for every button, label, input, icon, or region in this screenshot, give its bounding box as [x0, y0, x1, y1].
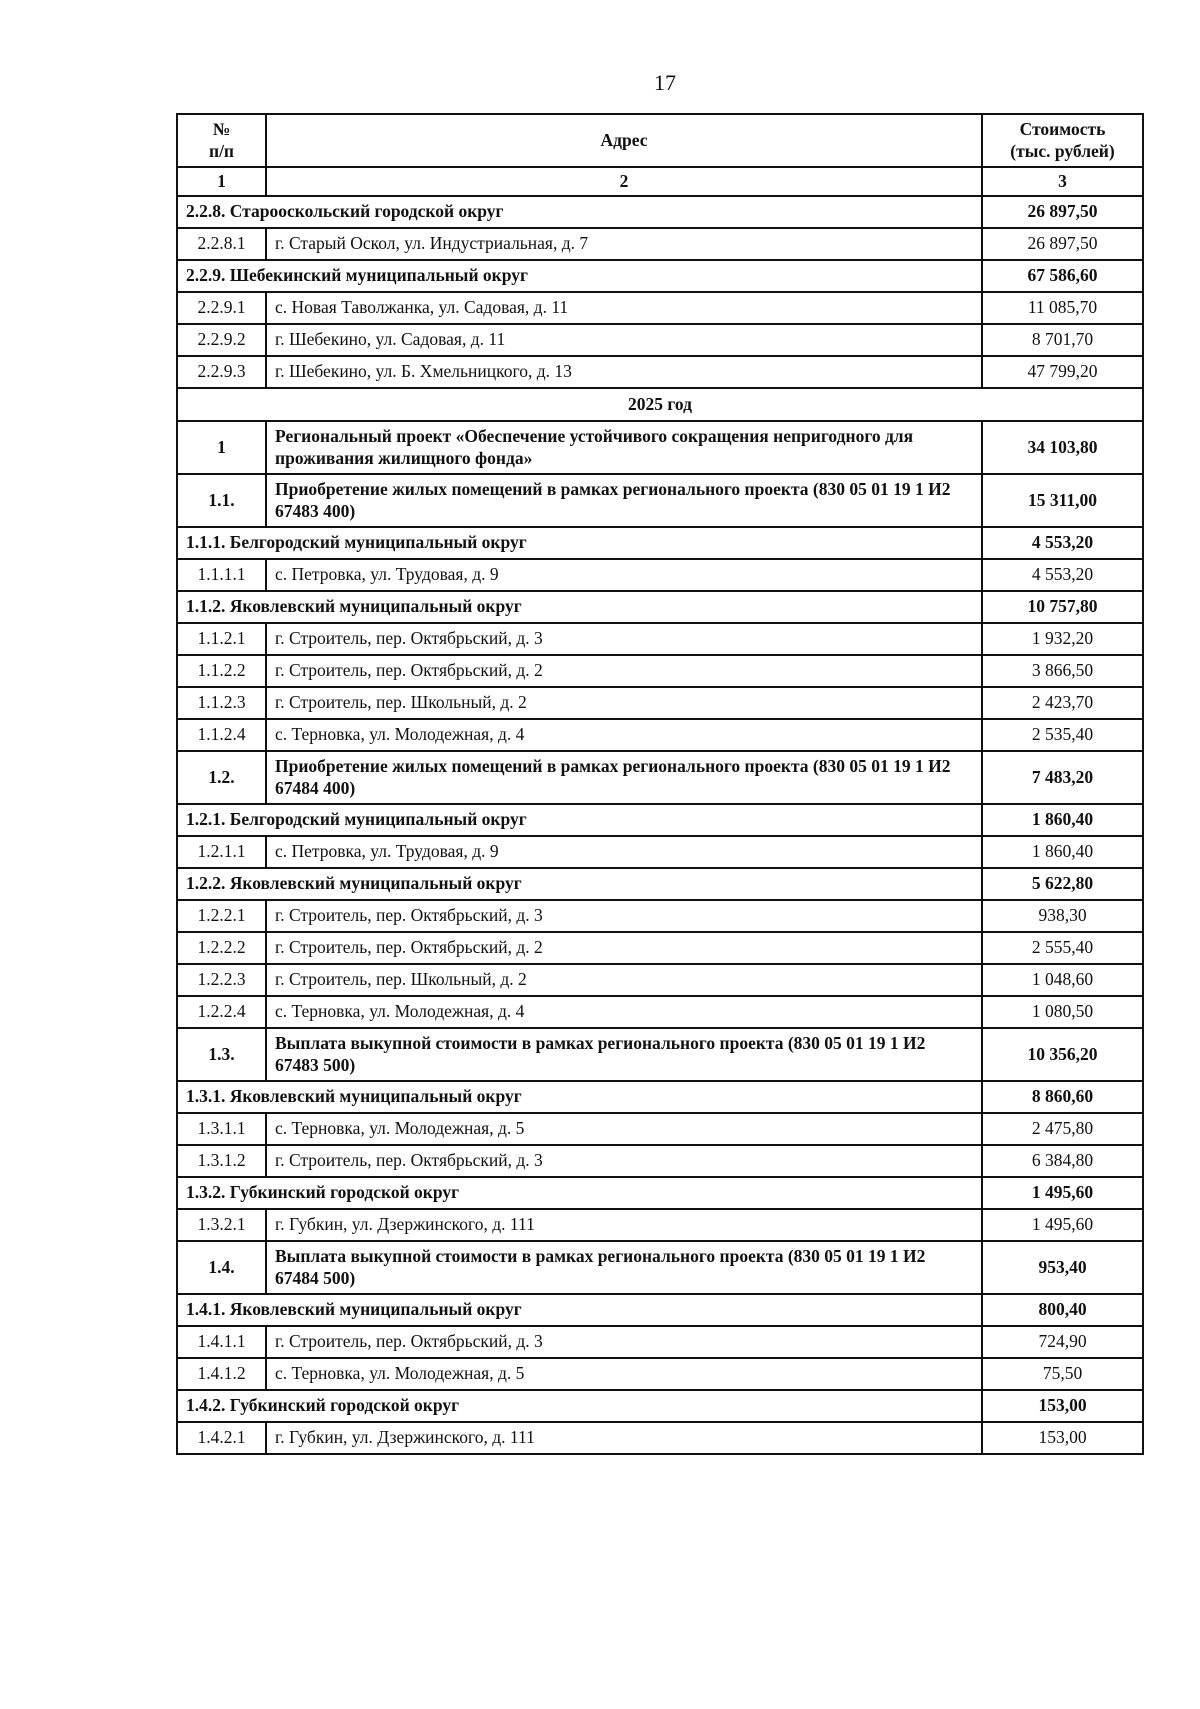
- row-number: 1.4.: [177, 1241, 266, 1294]
- table-body: [177, 196, 1143, 1454]
- row-number: 1.3.1.1: [177, 1113, 266, 1145]
- row-address: с. Терновка, ул. Молодежная, д. 5: [266, 1113, 982, 1145]
- group-title: 1.3.1. Яковлевский муниципальный округ: [177, 1081, 982, 1113]
- row-address: г. Губкин, ул. Дзержинского, д. 111: [266, 1209, 982, 1241]
- row-cost: 6 384,80: [982, 1145, 1143, 1177]
- row-cost: 1 048,60: [982, 964, 1143, 996]
- table-row: [177, 1422, 1143, 1454]
- row-address: г. Строитель, пер. Школьный, д. 2: [266, 687, 982, 719]
- row-number: 2.2.9.2: [177, 324, 266, 356]
- group-cost: 8 860,60: [982, 1081, 1143, 1113]
- row-cost: 1 932,20: [982, 623, 1143, 655]
- column-number: 2: [266, 167, 982, 196]
- row-number: 1.4.2.1: [177, 1422, 266, 1454]
- group-cost: 800,40: [982, 1294, 1143, 1326]
- group-cost: 67 586,60: [982, 260, 1143, 292]
- column-number: 1: [177, 167, 266, 196]
- table-row: [177, 964, 1143, 996]
- row-number: 1.3.2.1: [177, 1209, 266, 1241]
- table-row: [177, 324, 1143, 356]
- row-address: г. Губкин, ул. Дзержинского, д. 111: [266, 1422, 982, 1454]
- group-cost: 26 897,50: [982, 196, 1143, 228]
- table-row: [177, 623, 1143, 655]
- header-cost: Стоимость (тыс. рублей): [982, 114, 1143, 167]
- row-cost: 75,50: [982, 1358, 1143, 1390]
- row-cost: 2 555,40: [982, 932, 1143, 964]
- row-number: 1.1.: [177, 474, 266, 527]
- row-address: Региональный проект «Обеспечение устойчивого сокращения непригодного для проживания жилищного фонда»: [266, 421, 982, 474]
- row-address: г. Строитель, пер. Школьный, д. 2: [266, 964, 982, 996]
- page-number: 17: [654, 70, 676, 95]
- table-row: [177, 1326, 1143, 1358]
- row-address: с. Новая Таволжанка, ул. Садовая, д. 11: [266, 292, 982, 324]
- row-number: 2.2.9.1: [177, 292, 266, 324]
- header-num: № п/п: [177, 114, 266, 167]
- table-header-row: [177, 114, 1143, 167]
- table-row: [177, 687, 1143, 719]
- header-address: Адрес: [266, 114, 982, 167]
- group-title: 1.2.1. Белгородский муниципальный округ: [177, 804, 982, 836]
- table-row: [177, 932, 1143, 964]
- row-cost: 2 423,70: [982, 687, 1143, 719]
- column-number-row: [177, 167, 1143, 196]
- table-row-section: [177, 474, 1143, 527]
- row-number: 1.2.2.1: [177, 900, 266, 932]
- row-number: 1.3.: [177, 1028, 266, 1081]
- row-cost: 47 799,20: [982, 356, 1143, 388]
- row-number: 1.1.2.3: [177, 687, 266, 719]
- group-cost: 1 495,60: [982, 1177, 1143, 1209]
- group-cost: 10 757,80: [982, 591, 1143, 623]
- table-row: [177, 900, 1143, 932]
- group-cost: 153,00: [982, 1390, 1143, 1422]
- row-number: 1.2.2.3: [177, 964, 266, 996]
- group-title: 1.3.2. Губкинский городской округ: [177, 1177, 982, 1209]
- row-address: г. Строитель, пер. Октябрьский, д. 3: [266, 1326, 982, 1358]
- table-row-group: [177, 868, 1143, 900]
- row-address: г. Старый Оскол, ул. Индустриальная, д. 7: [266, 228, 982, 260]
- row-address: г. Шебекино, ул. Садовая, д. 11: [266, 324, 982, 356]
- table-row-group: [177, 1177, 1143, 1209]
- row-address: г. Строитель, пер. Октябрьский, д. 3: [266, 623, 982, 655]
- row-address: г. Строитель, пер. Октябрьский, д. 2: [266, 932, 982, 964]
- cost-table: [176, 113, 1144, 1455]
- table-row-group: [177, 260, 1143, 292]
- row-address: г. Строитель, пер. Октябрьский, д. 3: [266, 1145, 982, 1177]
- row-cost: 3 866,50: [982, 655, 1143, 687]
- row-address: Выплата выкупной стоимости в рамках регионального проекта (830 05 01 19 1 И2 67483 500): [266, 1028, 982, 1081]
- year-heading: 2025 год: [177, 388, 1143, 421]
- row-cost: 34 103,80: [982, 421, 1143, 474]
- row-number: 1.1.2.2: [177, 655, 266, 687]
- group-cost: 5 622,80: [982, 868, 1143, 900]
- row-number: 2.2.9.3: [177, 356, 266, 388]
- row-address: с. Петровка, ул. Трудовая, д. 9: [266, 836, 982, 868]
- group-title: 1.1.2. Яковлевский муниципальный округ: [177, 591, 982, 623]
- table-row: [177, 559, 1143, 591]
- column-number: 3: [982, 167, 1143, 196]
- row-number: 2.2.8.1: [177, 228, 266, 260]
- table-row-group: [177, 804, 1143, 836]
- row-number: 1.2.1.1: [177, 836, 266, 868]
- row-number: 1.2.2.4: [177, 996, 266, 1028]
- table-row-group: [177, 1081, 1143, 1113]
- row-address: г. Шебекино, ул. Б. Хмельницкого, д. 13: [266, 356, 982, 388]
- row-address: с. Терновка, ул. Молодежная, д. 4: [266, 719, 982, 751]
- row-cost: 11 085,70: [982, 292, 1143, 324]
- group-cost: 4 553,20: [982, 527, 1143, 559]
- table-row: [177, 1113, 1143, 1145]
- table-row-section: [177, 751, 1143, 804]
- table-row-group: [177, 527, 1143, 559]
- table-row-section: [177, 421, 1143, 474]
- row-cost: 724,90: [982, 1326, 1143, 1358]
- row-cost: 938,30: [982, 900, 1143, 932]
- table-row-group: [177, 196, 1143, 228]
- table-row: [177, 1145, 1143, 1177]
- group-title: 1.1.1. Белгородский муниципальный округ: [177, 527, 982, 559]
- table-row-year: [177, 388, 1143, 421]
- row-address: г. Строитель, пер. Октябрьский, д. 3: [266, 900, 982, 932]
- table-row-group: [177, 1294, 1143, 1326]
- table-row-section: [177, 1028, 1143, 1081]
- row-number: 1.3.1.2: [177, 1145, 266, 1177]
- row-number: 1.1.2.4: [177, 719, 266, 751]
- row-cost: 2 475,80: [982, 1113, 1143, 1145]
- row-cost: 4 553,20: [982, 559, 1143, 591]
- row-cost: 1 080,50: [982, 996, 1143, 1028]
- group-title: 1.4.1. Яковлевский муниципальный округ: [177, 1294, 982, 1326]
- table-row: [177, 356, 1143, 388]
- row-cost: 15 311,00: [982, 474, 1143, 527]
- table-row: [177, 655, 1143, 687]
- row-address: с. Терновка, ул. Молодежная, д. 5: [266, 1358, 982, 1390]
- row-number: 1.2.: [177, 751, 266, 804]
- row-address: Выплата выкупной стоимости в рамках регионального проекта (830 05 01 19 1 И2 67484 500): [266, 1241, 982, 1294]
- row-address: Приобретение жилых помещений в рамках регионального проекта (830 05 01 19 1 И2 67484 400): [266, 751, 982, 804]
- row-address: г. Строитель, пер. Октябрьский, д. 2: [266, 655, 982, 687]
- row-number: 1: [177, 421, 266, 474]
- row-number: 1.2.2.2: [177, 932, 266, 964]
- group-title: 2.2.9. Шебекинский муниципальный округ: [177, 260, 982, 292]
- row-number: 1.4.1.2: [177, 1358, 266, 1390]
- table-row-section: [177, 1241, 1143, 1294]
- table-row-group: [177, 591, 1143, 623]
- row-cost: 8 701,70: [982, 324, 1143, 356]
- row-cost: 1 860,40: [982, 836, 1143, 868]
- row-cost: 26 897,50: [982, 228, 1143, 260]
- row-cost: 953,40: [982, 1241, 1143, 1294]
- row-address: с. Терновка, ул. Молодежная, д. 4: [266, 996, 982, 1028]
- row-address: с. Петровка, ул. Трудовая, д. 9: [266, 559, 982, 591]
- group-title: 1.4.2. Губкинский городской округ: [177, 1390, 982, 1422]
- row-cost: 153,00: [982, 1422, 1143, 1454]
- row-cost: 7 483,20: [982, 751, 1143, 804]
- table-row: [177, 228, 1143, 260]
- row-number: 1.1.2.1: [177, 623, 266, 655]
- row-number: 1.4.1.1: [177, 1326, 266, 1358]
- table-row: [177, 1358, 1143, 1390]
- row-cost: 1 495,60: [982, 1209, 1143, 1241]
- table-row: [177, 836, 1143, 868]
- group-title: 2.2.8. Старооскольский городской округ: [177, 196, 982, 228]
- table-row-group: [177, 1390, 1143, 1422]
- row-cost: 10 356,20: [982, 1028, 1143, 1081]
- row-cost: 2 535,40: [982, 719, 1143, 751]
- table-row: [177, 996, 1143, 1028]
- table-row: [177, 292, 1143, 324]
- row-number: 1.1.1.1: [177, 559, 266, 591]
- table-row: [177, 719, 1143, 751]
- table-row: [177, 1209, 1143, 1241]
- group-title: 1.2.2. Яковлевский муниципальный округ: [177, 868, 982, 900]
- group-cost: 1 860,40: [982, 804, 1143, 836]
- row-address: Приобретение жилых помещений в рамках регионального проекта (830 05 01 19 1 И2 67483 400): [266, 474, 982, 527]
